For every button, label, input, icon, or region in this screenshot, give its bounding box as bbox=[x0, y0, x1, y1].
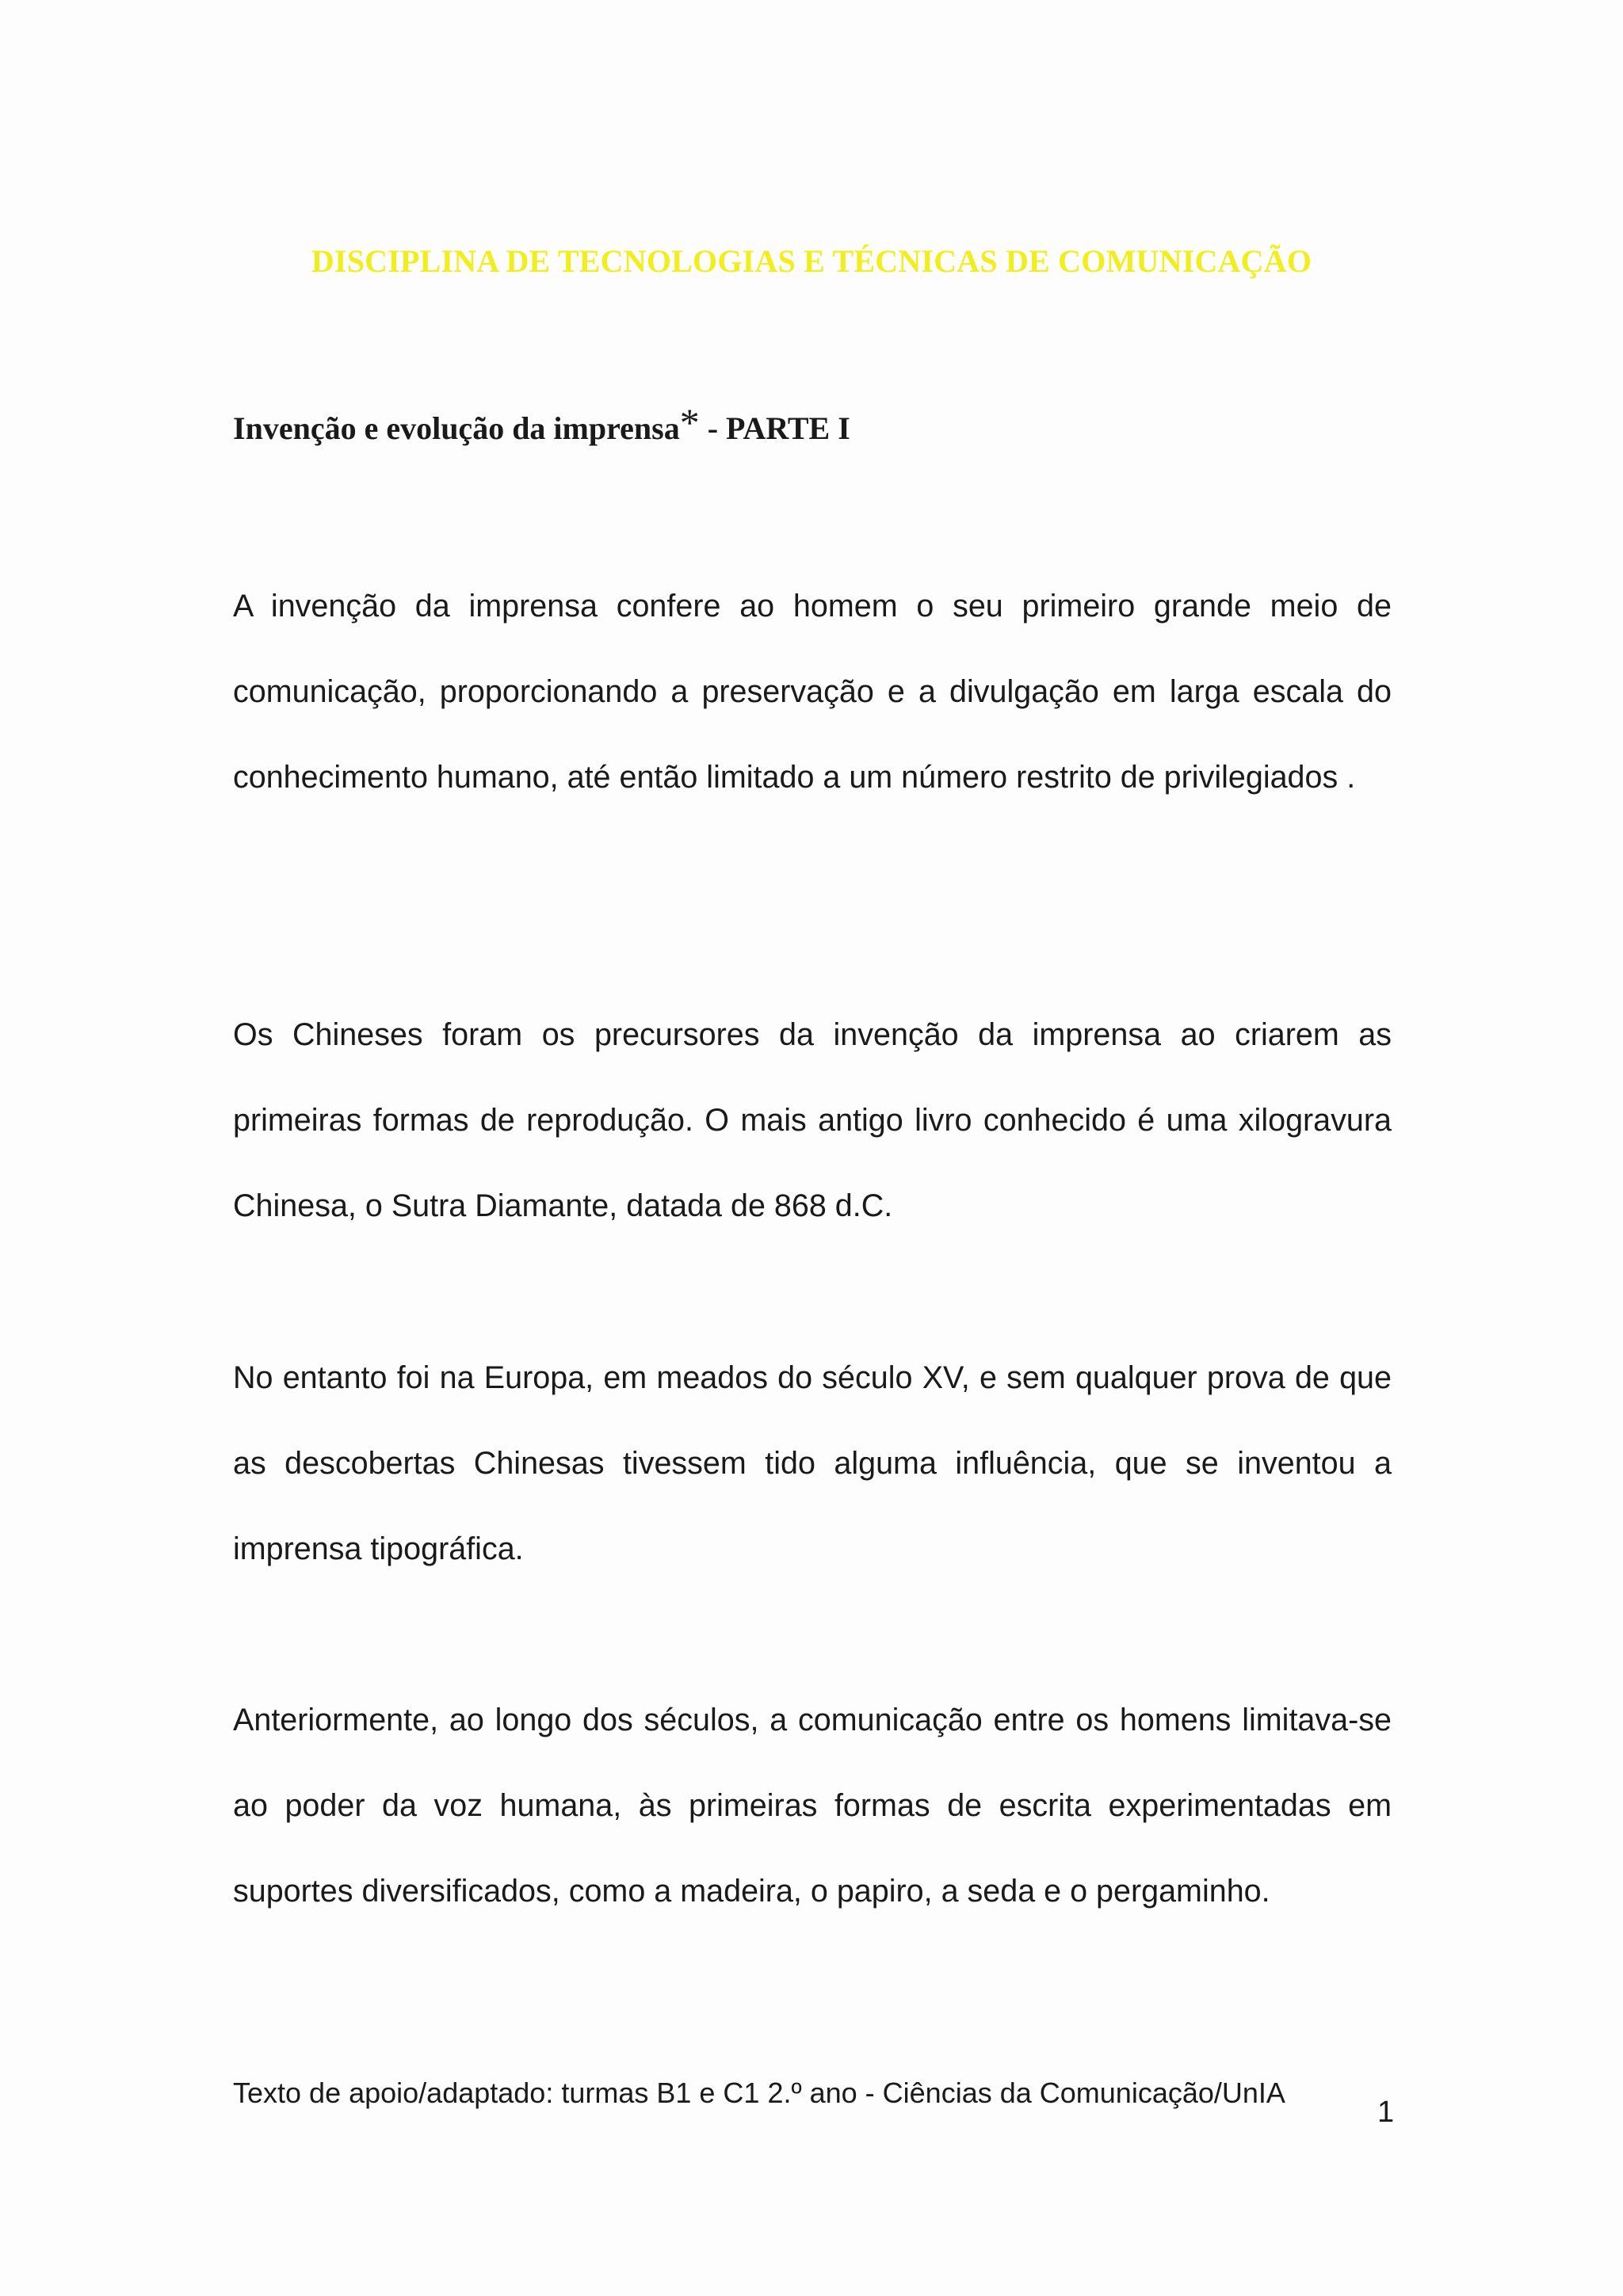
section-heading-title: Invenção e evolução da imprensa bbox=[233, 410, 680, 446]
paragraph-europe-typography: No entanto foi na Europa, em meados do século XV, e sem qualquer prova de que as descobertas Chinesas tivessem tido alguma influência, que se inventou a imprensa tipográfica. bbox=[233, 1360, 1392, 1566]
footer-note: Texto de apoio/adaptado: turmas B1 e C1 2.º ano - Ciências da Comunicação/UnIA bbox=[233, 2077, 1285, 2109]
paragraph-chinese-precursors: Os Chineses foram os precursores da invenção da imprensa ao criarem as primeiras formas de reprodução. O mais antigo livro conhecido é uma xilogravura Chinesa, o Sutra Diamante, datada de 868 d.C. bbox=[233, 1017, 1392, 1223]
paragraph-earlier-communication: Anteriormente, ao longo dos séculos, a comunicação entre os homens limitava-se ao poder da voz humana, às primeiras formas de escrita experimentadas em suportes diversificados, como a madeira, o papiro, a seda e o pergaminho. bbox=[233, 1703, 1392, 1909]
page-number: 1 bbox=[1377, 2096, 1395, 2129]
paragraph-invention: A invenção da imprensa confere ao homem o seu primeiro grande meio de comunicação, proporcionando a preservação e a divulgação em larga escala do conhecimento humano, até então limitado a um número restrito de privilegiados . bbox=[233, 589, 1392, 795]
footnote-asterisk: * bbox=[679, 400, 700, 444]
course-title: DISCIPLINA DE TECNOLOGIAS E TÉCNICAS DE COMUNICAÇÃO bbox=[311, 243, 1312, 279]
section-heading bbox=[233, 402, 850, 448]
section-heading-part: - PARTE I bbox=[707, 410, 850, 446]
